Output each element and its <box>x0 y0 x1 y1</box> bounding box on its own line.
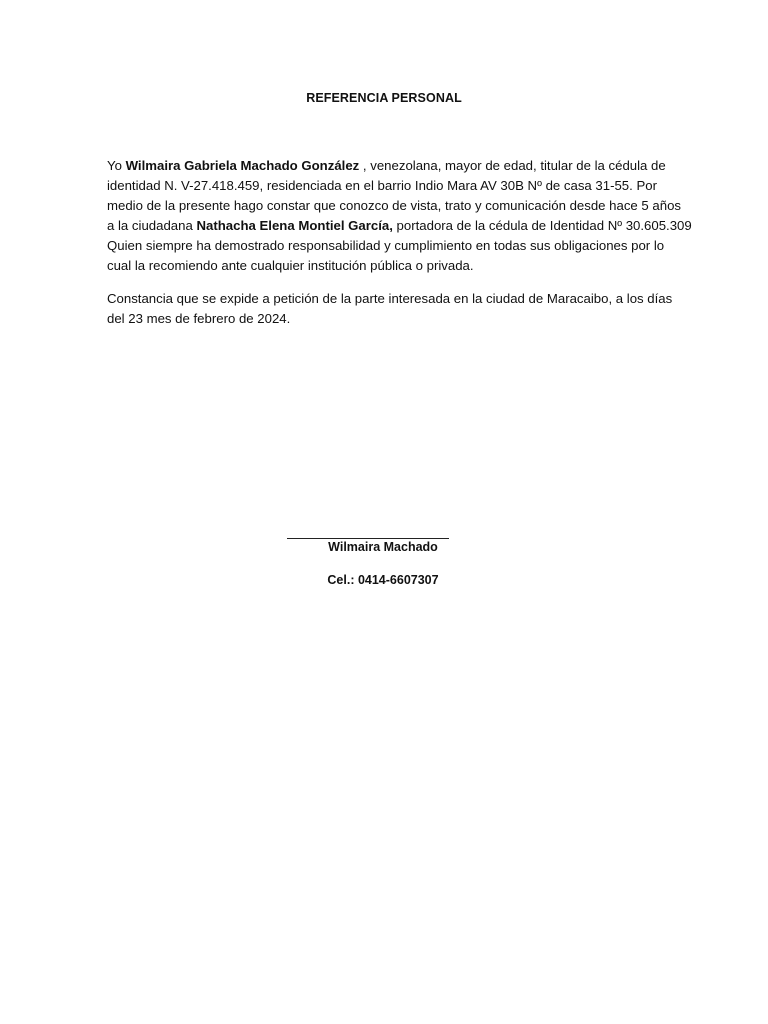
paragraph-line: identidad N. V-27.418.459, residenciada en el barrio Indio Mara AV 30B Nº de casa 31-55. Por <box>107 178 657 193</box>
signature-phone: Cel.: 0414-6607307 <box>327 573 439 587</box>
paragraph-line: Constancia que se expide a petición de la parte interesada en la ciudad de Maracaibo, a los días <box>107 291 673 306</box>
paragraph-line: medio de la presente hago constar que conozco de vista, trato y comunicación desde hace 5 años <box>107 198 682 213</box>
referred-name: Nathacha Elena Montiel García, <box>196 218 393 233</box>
text-segment: a la ciudadana <box>107 218 197 233</box>
paragraph-line <box>107 216 692 236</box>
paragraph-line: cual la recomiendo ante cualquier institución pública o privada. <box>107 258 474 273</box>
referrer-name: Wilmaira Gabriela Machado González <box>125 158 360 173</box>
text-segment: , venezolana, mayor de edad, titular de la cédula de <box>359 158 666 173</box>
signature-line <box>287 538 449 539</box>
text-segment: portadora de la cédula de Identidad Nº 30.605.309 <box>392 218 692 233</box>
signature-name: Wilmaira Machado <box>328 540 438 554</box>
document-title: REFERENCIA PERSONAL <box>306 91 462 105</box>
paragraph-line <box>107 156 666 176</box>
reference-paragraph <box>107 156 692 276</box>
text-segment: Yo <box>107 158 126 173</box>
paragraph-line: Quien siempre ha demostrado responsabilidad y cumplimiento en todas sus obligaciones por lo <box>107 238 665 253</box>
paragraph-line: del 23 mes de febrero de 2024. <box>107 311 291 326</box>
constancy-paragraph <box>107 289 673 329</box>
